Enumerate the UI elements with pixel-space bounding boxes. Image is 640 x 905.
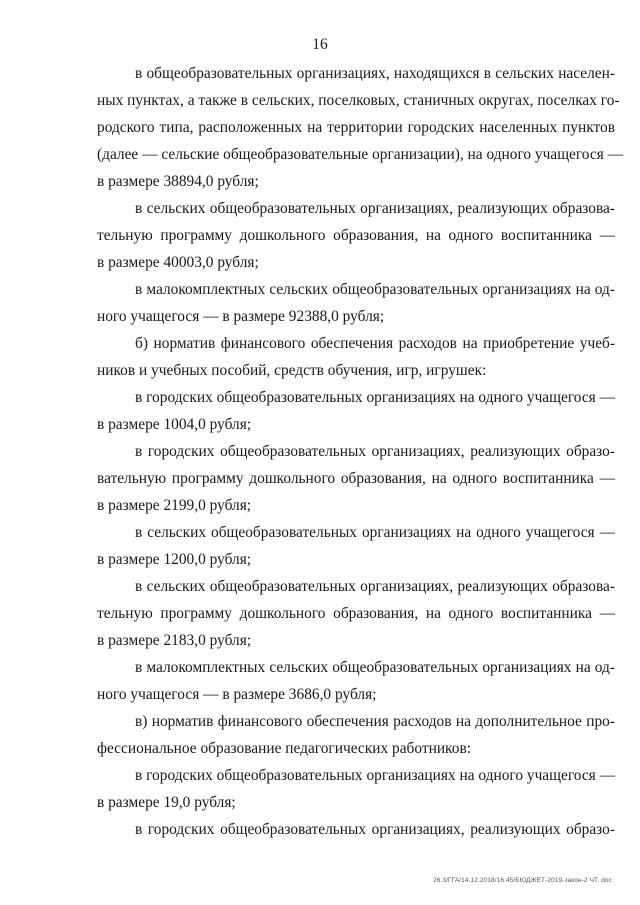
paragraph [97,519,615,573]
text-line: ных пунктах, а также в сельских, поселковых, станичных округах, поселках го- [97,92,620,109]
text-line: в малокомплектных сельских общеобразовательных организациях на од- [135,659,615,676]
text-line: в общеобразовательных организациях, находящихся в сельских населен- [135,65,615,82]
document-body [97,60,624,843]
paragraph [97,573,615,654]
text-line: родского типа, расположенных на территории городских населенных пунктов [97,119,615,136]
text-line: в размере 2199,0 рубля; [97,497,252,514]
text-line: в сельских общеобразовательных организациях, реализующих образова- [135,200,615,217]
text-line: ного учащегося — в размере 92388,0 рубля; [97,308,385,325]
text-line: в размере 40003,0 рубля; [97,254,259,271]
paragraph [97,654,615,708]
paragraph [97,762,615,816]
text-line: в) норматив финансового обеспечения расходов на дополнительное про- [135,713,615,730]
paragraph [97,276,615,330]
paragraph [97,330,615,384]
text-line: в размере 2183,0 рубля; [97,632,252,649]
paragraph [97,438,615,519]
text-line: фессиональное образование педагогических работников: [97,740,471,757]
text-line: в размере 19,0 рубля; [97,794,236,811]
text-line: в городских общеобразовательных организациях, реализующих образо- [135,443,615,460]
text-line: ников и учебных пособий, средств обучения, игр, игрушек: [97,362,487,379]
paragraph [97,816,615,843]
text-line: в городских общеобразовательных организациях на одного учащегося — [135,767,615,784]
paragraph [97,195,615,276]
text-line: тельную программу дошкольного образования, на одного воспитанника — [97,227,615,244]
text-line: в размере 38894,0 рубля; [97,173,259,190]
text-line: (далее — сельские общеобразовательные организации), на одного учащегося — [97,146,624,163]
text-line: в городских общеобразовательных организациях на одного учащегося — [135,389,615,406]
text-line: в малокомплектных сельских общеобразовательных организациях на од- [135,281,615,298]
paragraph [97,708,615,762]
document-footer-code: 26.3/ГГА/14.12.2018/16.45/БЮДЖЕТ-2019-закон-2 ЧТ. doc [433,877,612,884]
text-line: в размере 1200,0 рубля; [97,551,252,568]
text-line: в сельских общеобразовательных организациях, реализующих образова- [135,578,615,595]
text-line: в сельских общеобразовательных организациях на одного учащегося — [135,524,615,541]
page-number: 16 [312,36,328,53]
text-line: вательную программу дошкольного образования, на одного воспитанника — [97,470,615,487]
text-line: в городских общеобразовательных организациях, реализующих образо- [135,821,615,838]
text-line: ного учащегося — в размере 3686,0 рубля; [97,686,377,703]
text-line: в размере 1004,0 рубля; [97,416,252,433]
paragraph [97,60,624,195]
paragraph [97,384,615,438]
text-line: тельную программу дошкольного образования, на одного воспитанника — [97,605,615,622]
text-line: б) норматив финансового обеспечения расходов на приобретение учеб- [135,335,615,352]
